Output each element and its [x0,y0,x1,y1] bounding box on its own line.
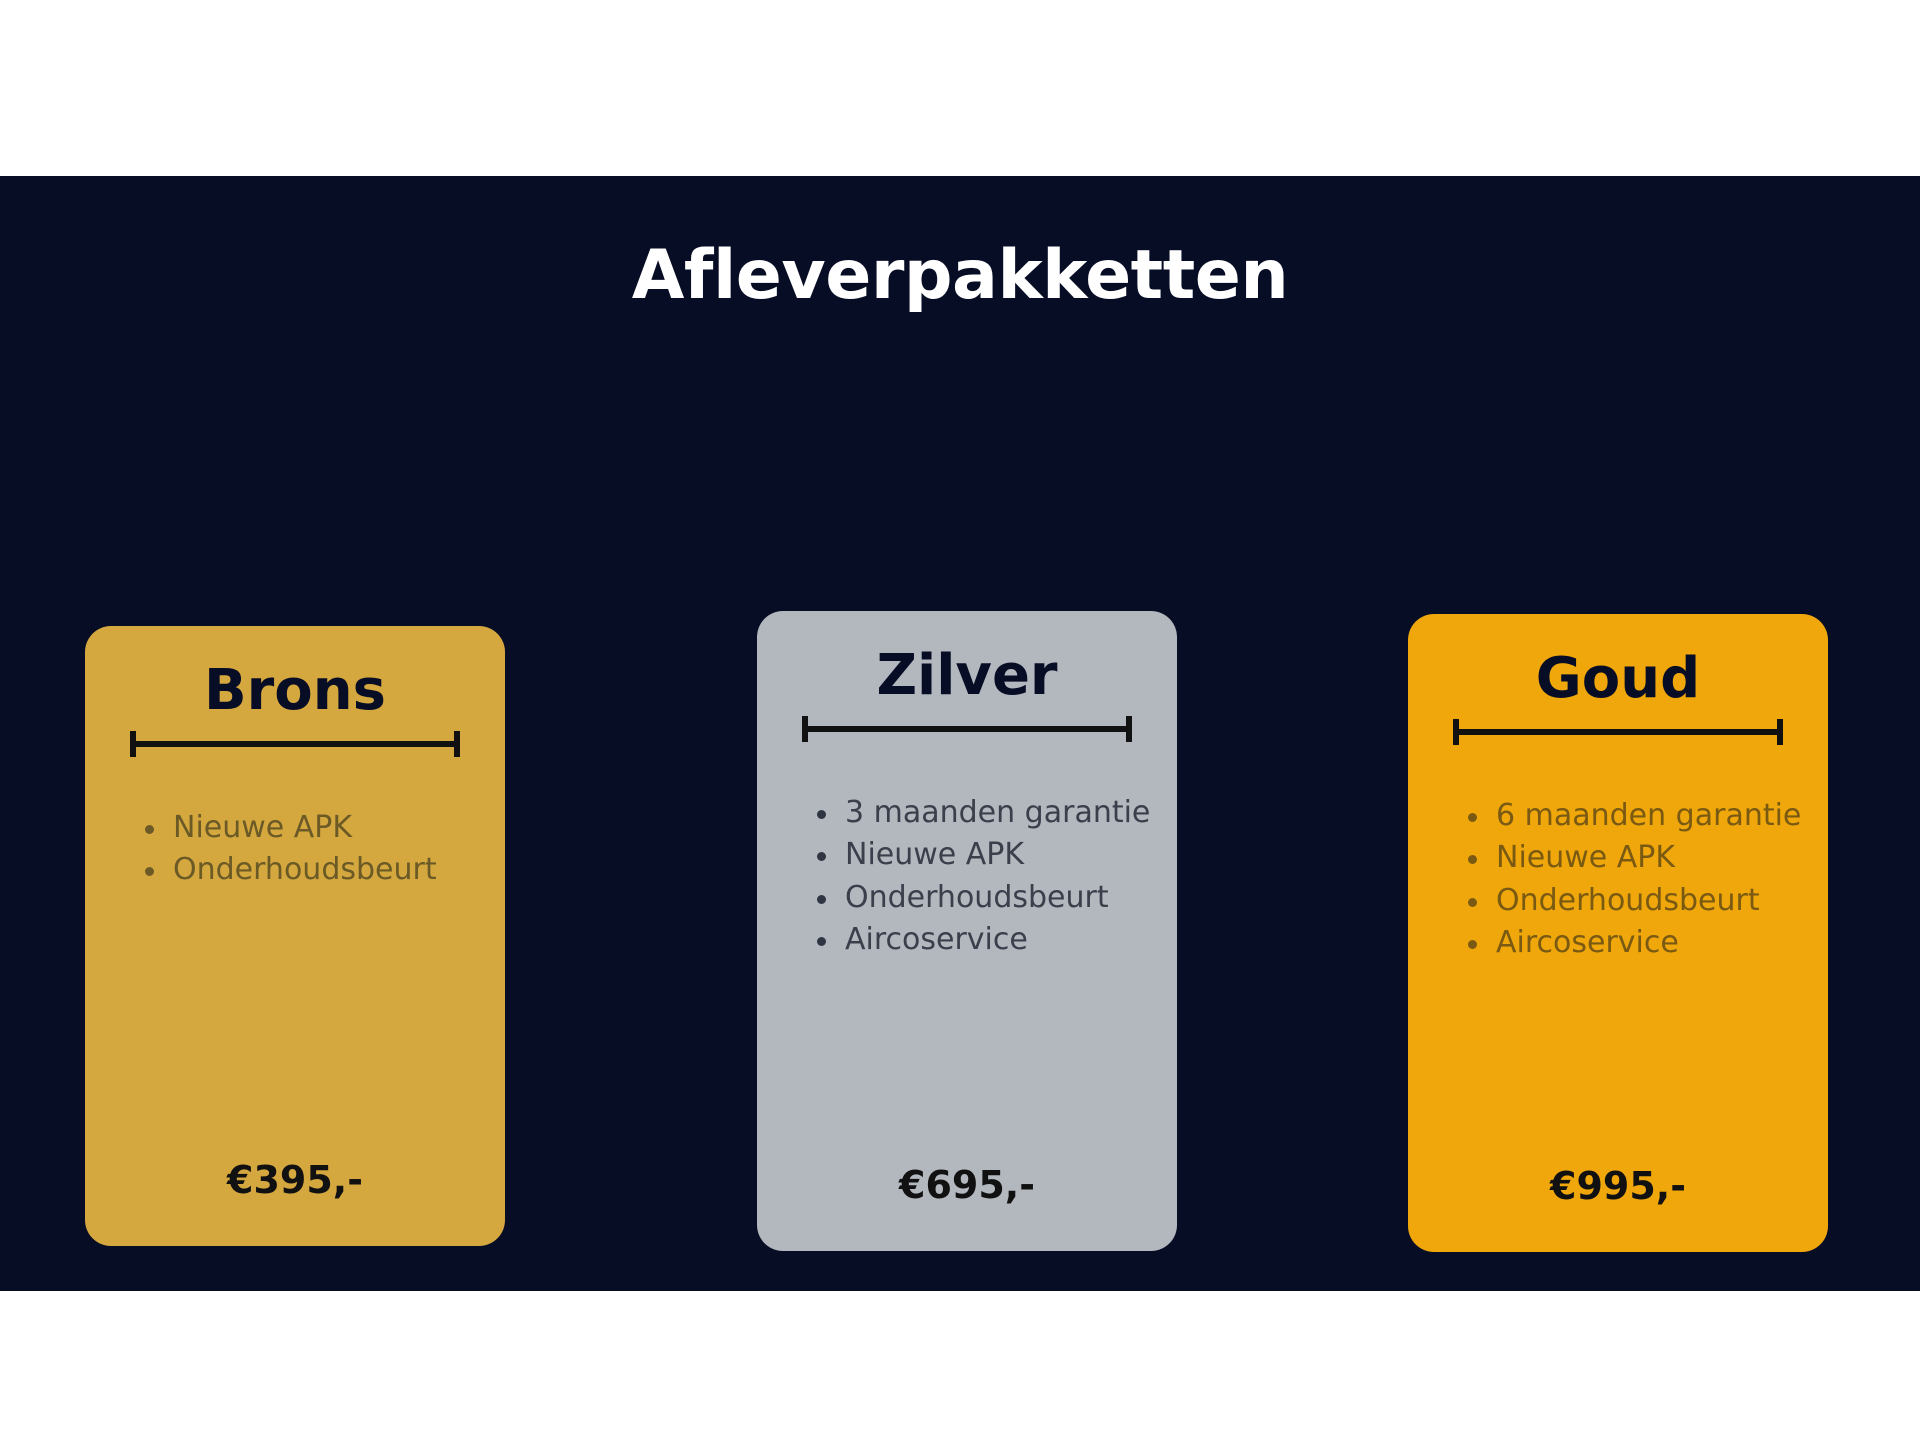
feature-list-goud [1408,797,1828,963]
list-item: Nieuwe APK [1456,839,1828,877]
divider-cap-right [1126,716,1132,742]
package-cards [0,416,1920,1208]
divider-cap-left [130,731,136,757]
divider-brons [130,731,460,757]
divider-cap-left [1453,719,1459,745]
divider-bar [130,741,460,747]
divider-zilver [802,716,1132,742]
divider-bar [802,726,1132,732]
footer-notes [0,1281,1920,1372]
divider-cap-right [454,731,460,757]
list-item: 3 maanden garantie [805,794,1177,832]
package-price-goud: €995,- [1550,1164,1686,1208]
package-price-zilver: €695,- [899,1163,1035,1207]
package-card-brons[interactable] [85,626,505,1246]
divider-bar [1453,729,1783,735]
divider-cap-right [1777,719,1783,745]
feature-list-brons [85,809,505,890]
list-item: Onderhoudsbeurt [133,851,505,889]
list-item: Aircoservice [1456,924,1828,962]
page-title: Afleverpakketten [631,236,1289,315]
divider-cap-left [802,716,808,742]
package-card-goud[interactable] [1408,614,1828,1252]
list-item: 6 maanden garantie [1456,797,1828,835]
list-item: Aircoservice [805,921,1177,959]
package-price-brons: €395,- [227,1158,363,1202]
package-name-zilver: Zilver [876,643,1058,708]
list-item: Onderhoudsbeurt [1456,882,1828,920]
list-item: Nieuwe APK [133,809,505,847]
divider-goud [1453,719,1783,745]
package-name-goud: Goud [1535,646,1701,711]
footer-note-row [0,1327,1920,1373]
list-item: Nieuwe APK [805,836,1177,874]
footer-note: Garantie bepaling op motor en versnellingsbak. [592,1327,1328,1373]
footer-note-row [0,1281,1920,1327]
package-card-zilver[interactable] [757,611,1177,1251]
feature-list-zilver [757,794,1177,960]
package-name-brons: Brons [204,658,386,723]
footer-note: Al onze occasions worden afgeleverd inclusief technische aflevercontrole. [400,1281,1520,1327]
list-item: Onderhoudsbeurt [805,879,1177,917]
slide-canvas [0,176,1920,1364]
